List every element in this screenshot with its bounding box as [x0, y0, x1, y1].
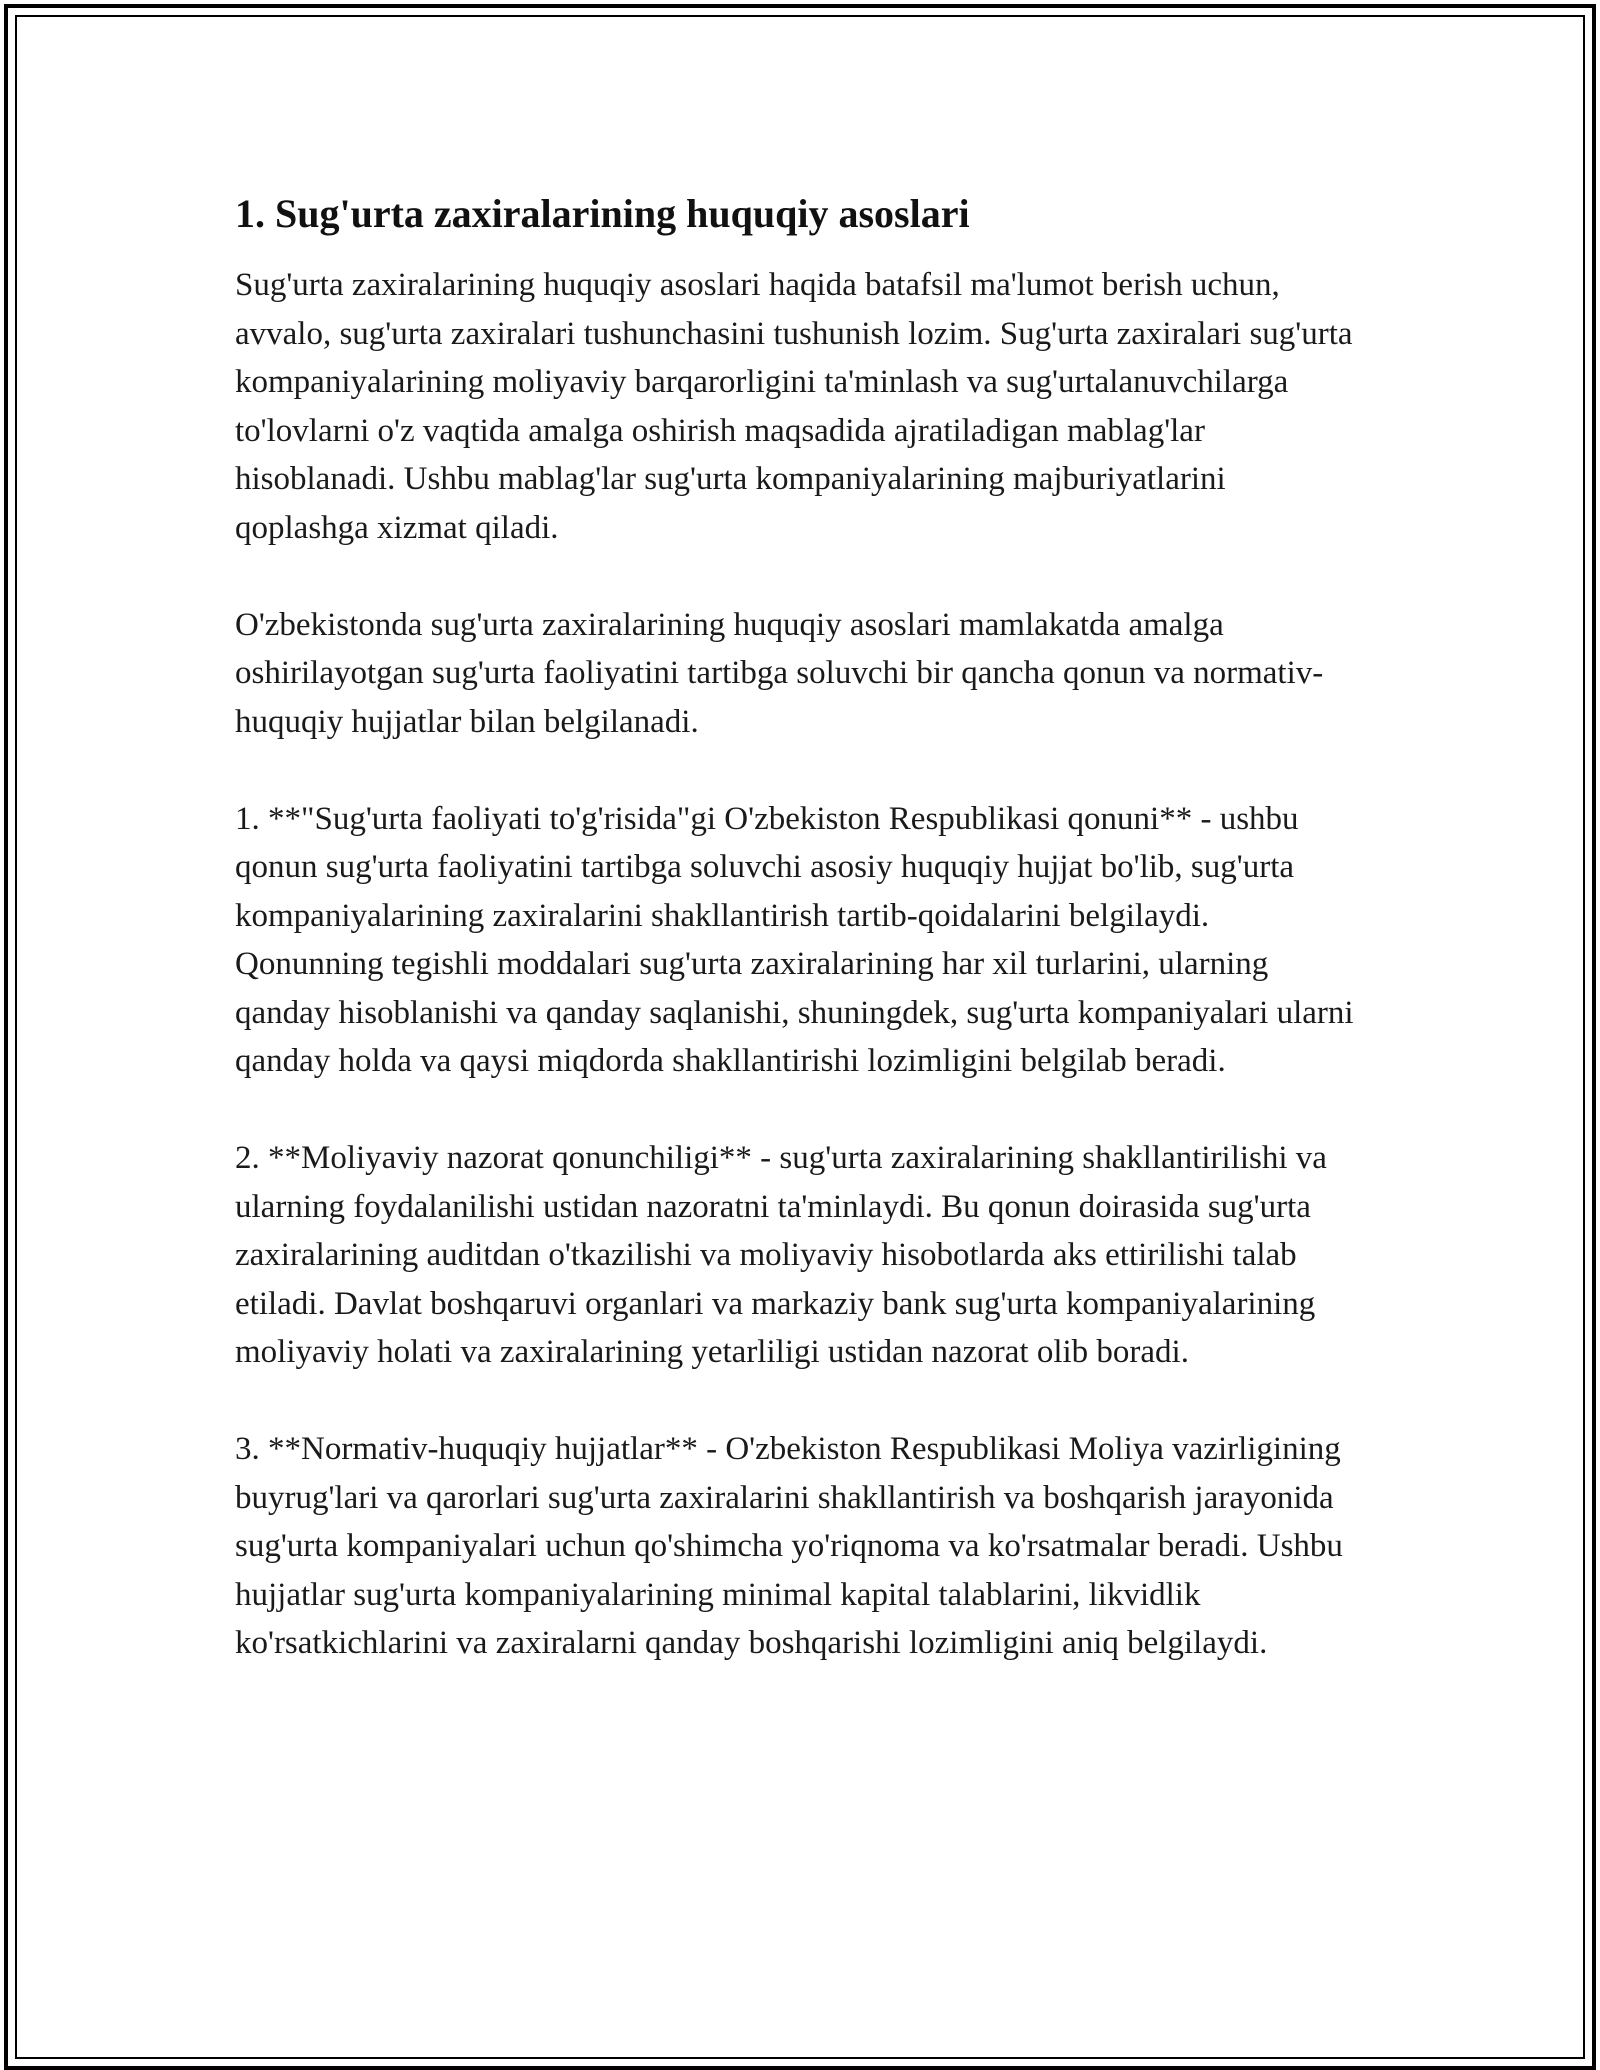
paragraph-item-1: 1. **"Sug'urta faoliyati to'g'risida"gi O'zbekiston Respublikasi qonuni** - ushbu qonun sug'urta faoliyatini tartibga soluvchi asosiy huquqiy hujjat bo'lib, sug'urta kompaniyalarining zaxiralarini shakllantirish tartib-qoidalarini belgilaydi. Qonunning tegishli moddalari sug'urta zaxiralarining har xil turlarini, ularning qanday hisoblanishi va qanday saqlanishi, shuningdek, sug'urta kompaniyalari ularni qanday holda va qaysi miqdorda shakllantirishi lozimligini belgilab beradi.	[235, 800, 1354, 1079]
paragraph-legal-basis: O'zbekistonda sug'urta zaxiralarining huquqiy asoslari mamlakatda amalga oshirilayotgan sug'urta faoliyatini tartibga soluvchi bir qancha qonun va normativ-huquqiy hujjatlar bilan belgilanadi.	[235, 606, 1324, 740]
paragraph-item-3: 3. **Normativ-huquqiy hujjatlar** - O'zbekiston Respublikasi Moliya vazirligining buyrug'lari va qarorlari sug'urta zaxiralarini shakllantirish va boshqarish jarayonida sug'urta kompaniyalari uchun qo'shimcha yo'riqnoma va ko'rsatmalar beradi. Ushbu hujjatlar sug'urta kompaniyalarining minimal kapital talablarini, likvidlik ko'rsatkichlarini va zaxiralarni qanday boshqarishi lozimligini aniq belgilaydi.	[235, 1431, 1343, 1661]
paragraph-item-2: 2. **Moliyaviy nazorat qonunchiligi** - sug'urta zaxiralarining shakllantirilishi va ularning foydalanilishi ustidan nazoratni ta'minlaydi. Bu qonun doirasida sug'urta zaxiralarining auditdan o'tkazilishi va moliyaviy hisobotlarda aks ettirilishi talab etiladi. Davlat boshqaruvi organlari va markaziy bank sug'urta kompaniyalarining moliyaviy holati va zaxiralarining yetarliligi ustidan nazorat olib boradi.	[235, 1140, 1327, 1370]
document-body	[235, 185, 1365, 1668]
paragraph-intro: Sug'urta zaxiralarining huquqiy asoslari haqida batafsil ma'lumot berish uchun, avvalo, sug'urta zaxiralari tushunchasini tushunish lozim. Sug'urta zaxiralari sug'urta kompaniyalarining moliyaviy barqarorligini ta'minlash va sug'urtalanuvchilarga to'lovlarni o'z vaqtida amalga oshirish maqsadida ajratiladigan mablag'lar hisoblanadi. Ushbu mablag'lar sug'urta kompaniyalarining majburiyatlarini qoplashga xizmat qiladi.	[235, 267, 1353, 546]
section-title: 1. Sug'urta zaxiralarining huquqiy asoslari	[235, 191, 970, 236]
